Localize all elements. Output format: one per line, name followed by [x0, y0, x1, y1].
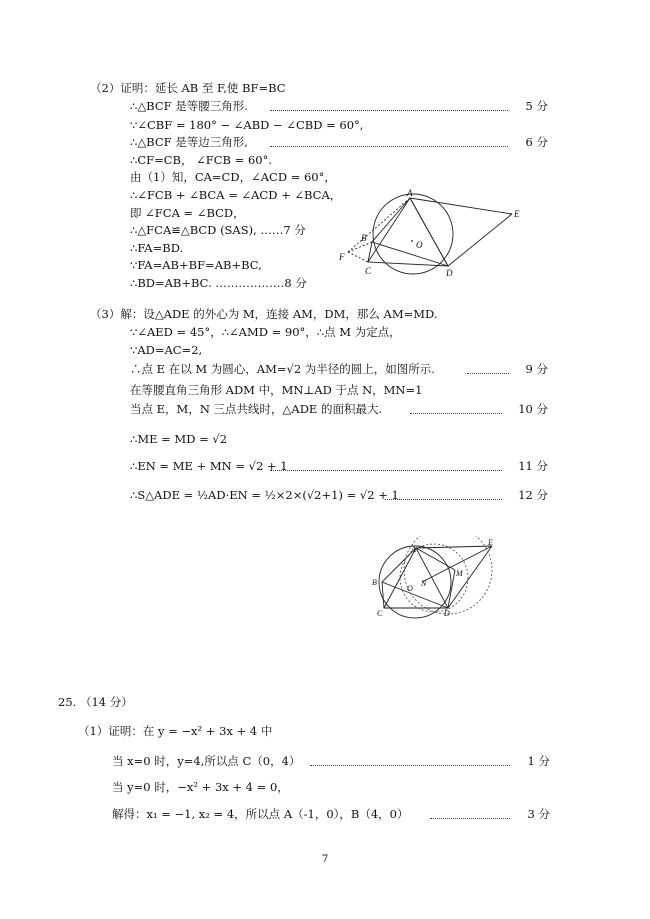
label-M: M — [456, 569, 463, 578]
label-A: A — [407, 188, 413, 198]
label-O: O — [416, 240, 423, 250]
q25-line: 解得：x₁ = −1, x₂ = 4，所以点 A（-1，0），B（4，0） — [112, 807, 409, 821]
label-B: B — [372, 578, 377, 587]
part3-line: ∴S△ADE = ½AD·EN = ½×2×(√2+1) = √2 + 1 — [130, 488, 399, 502]
part2-line: ∴△BCF 是等边三角形, — [130, 135, 248, 149]
label-E: E — [514, 209, 520, 219]
label-C: C — [377, 609, 383, 618]
score: 10 分 — [518, 402, 548, 416]
part3-line: ∴点 E 在以 M 为圆心，AM=√2 为半径的圆上，如图所示. — [130, 362, 435, 376]
label-O: O — [407, 584, 413, 593]
label-E: E — [488, 538, 493, 547]
score: 9 分 — [525, 362, 548, 376]
part3-line: ∴ME = MD = √2 — [130, 432, 228, 446]
part3-line: ∴EN = ME + MN = √2 + 1 — [130, 459, 288, 473]
part2-line: ∴∠FCB + ∠BCA = ∠ACD + ∠BCA， — [130, 188, 342, 202]
score: 3 分 — [527, 807, 550, 821]
label-D: D — [446, 268, 453, 278]
part2-line: ∴CF=CB， ∠FCB = 60°. — [130, 153, 272, 167]
part2-line: 即 ∠FCA = ∠BCD， — [130, 206, 245, 220]
label-F: F — [339, 252, 345, 262]
part2-line: ∵FA=AB+BF=AB+BC, — [130, 258, 262, 272]
geometry-figure-1 — [330, 186, 530, 286]
label-B: B — [361, 233, 367, 243]
part3-title: （3）解：设△ADE 的外心为 M，连接 AM，DM，那么 AM=MD. — [90, 307, 438, 321]
label-A: A — [411, 545, 416, 554]
q25-header: 25. （14 分） — [58, 695, 133, 709]
score: 6 分 — [525, 135, 548, 149]
score: 5 分 — [525, 99, 548, 113]
part2-line: ∴BD=AB+BC. ………………8 分 — [130, 276, 307, 290]
part3-line: ∵∠AED = 45°，∴∠AMD = 90°，∴点 M 为定点， — [130, 325, 401, 339]
part3-line: 当点 E，M，N 三点共线时，△ADE 的面积最大. — [130, 402, 383, 416]
q25-line: 当 y=0 时，−x² + 3x + 4 = 0， — [112, 780, 289, 794]
score: 1 分 — [527, 754, 550, 768]
part2-line: ∴△FCA≌△BCD (SAS), ……7 分 — [130, 223, 306, 237]
geometry-figure-2 — [360, 536, 520, 628]
score: 11 分 — [518, 459, 548, 473]
label-D: D — [444, 609, 450, 618]
label-N: N — [421, 579, 427, 588]
q25-intro: （1）证明：在 y = −x² + 3x + 4 中 — [78, 724, 273, 738]
label-C: C — [365, 266, 372, 276]
part3-line: 在等腰直角三角形 ADM 中，MN⊥AD 于点 N，MN=1 — [130, 383, 423, 397]
score: 12 分 — [518, 488, 548, 502]
part3-line: ∵AD=AC=2, — [130, 343, 203, 357]
part2-line: ∴FA=BD. — [130, 241, 184, 255]
part2-line: ∴△BCF 是等腰三角形. — [130, 99, 248, 113]
q25-line: 当 x=0 时，y=4,所以点 C（0，4） — [112, 754, 301, 768]
part2-title: （2）证明：延长 AB 至 F,使 BF=BC — [90, 81, 286, 95]
part2-line: ∵∠CBF = 180° − ∠ABD − ∠CBD = 60°, — [130, 118, 364, 132]
page-number: 7 — [321, 854, 329, 865]
part2-line: 由（1）知，CA=CD，∠ACD = 60°， — [130, 170, 336, 184]
